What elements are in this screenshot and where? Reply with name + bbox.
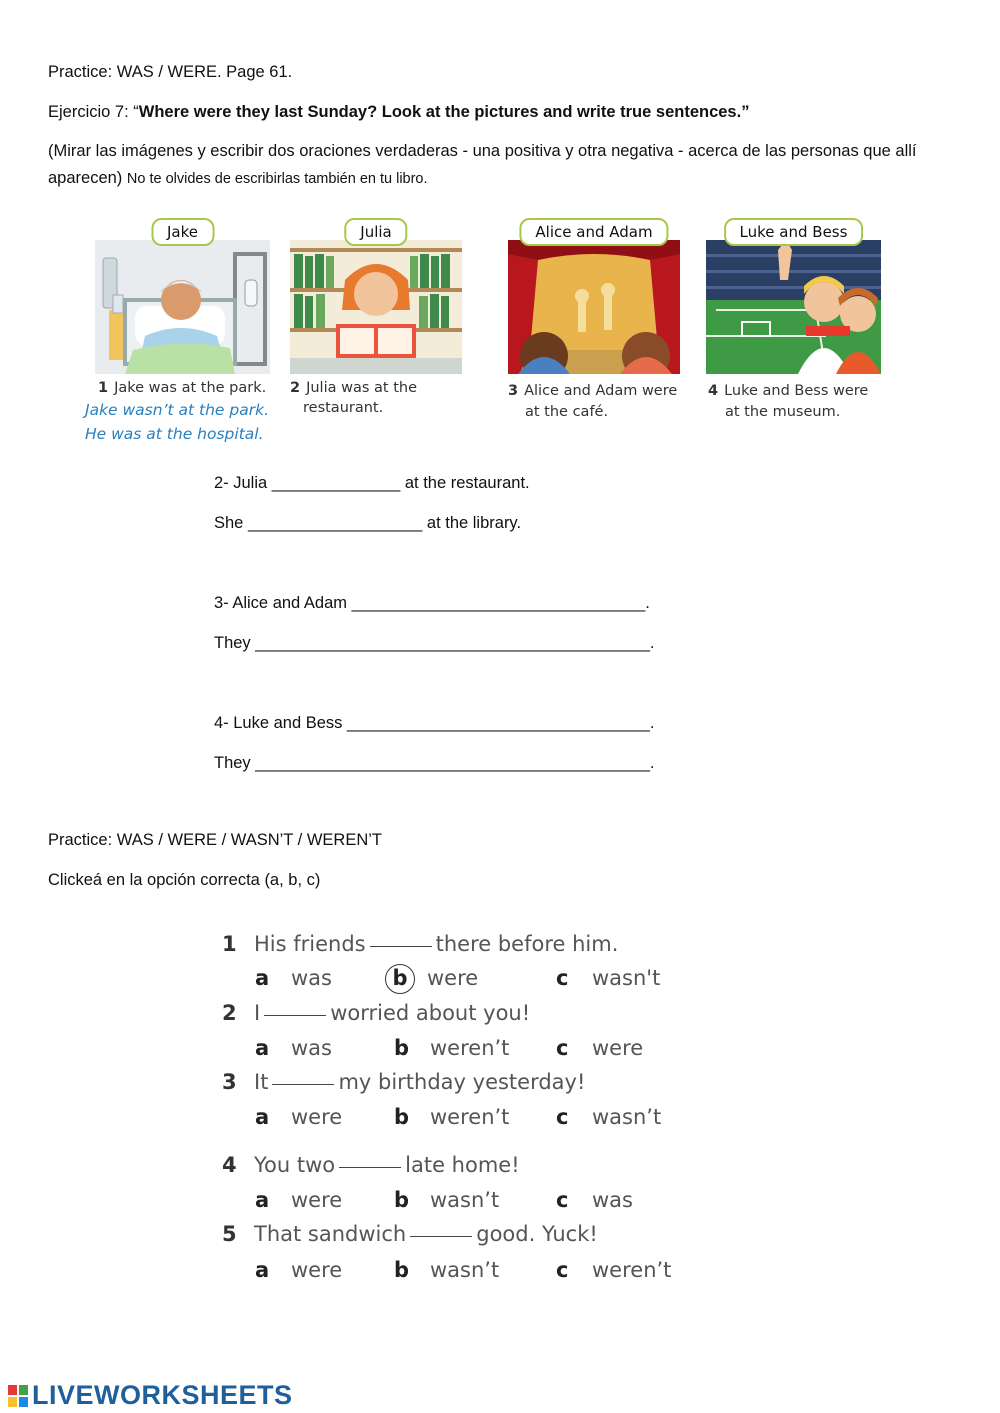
instructions: [48, 138, 958, 193]
answer-blank[interactable]: _________________________________.: [347, 714, 655, 732]
option-1c[interactable]: c wasn't: [556, 966, 661, 990]
caption-number: 1: [98, 380, 109, 396]
option-1b-selected[interactable]: b were: [393, 963, 478, 994]
question-1: 1 His friends there before him.: [222, 932, 619, 956]
writing-line[interactable]: She ___________________ at the library.: [214, 514, 522, 532]
caption-number: 2: [290, 380, 301, 396]
caption-text: Luke and Bess were: [724, 383, 869, 399]
question-gap: [264, 1015, 326, 1016]
option-3b[interactable]: b weren’t: [394, 1105, 510, 1129]
question-5: 5 That sandwich good. Yuck!: [222, 1222, 598, 1246]
answer-blank[interactable]: ______________: [271, 474, 401, 492]
writing-line[interactable]: They ___________________________________________.: [214, 634, 655, 652]
answer-blank[interactable]: ___________________________________________.: [255, 754, 655, 772]
question-gap: [272, 1084, 334, 1085]
exercise-question: Where were they last Sunday? Look at the pictures and write true sentences.”: [138, 103, 750, 121]
answer-blank[interactable]: ___________________: [247, 514, 423, 532]
picture-jake: [95, 218, 270, 374]
option-2c[interactable]: c were: [556, 1036, 644, 1060]
question-gap: [339, 1167, 401, 1168]
caption-4-line2: at the museum.: [725, 404, 841, 420]
stadium-scene: [706, 240, 881, 374]
question-3: 3 It my birthday yesterday!: [222, 1070, 586, 1094]
library-scene: [290, 240, 462, 374]
logo-icon: [8, 1385, 28, 1407]
picture-label: Luke and Bess: [724, 218, 864, 246]
exercise-title: [48, 102, 749, 122]
option-4c[interactable]: c was: [556, 1188, 633, 1212]
question-gap: [410, 1236, 472, 1237]
option-3c[interactable]: c wasn’t: [556, 1105, 662, 1129]
logo-text: LIVEWORKSHEETS: [32, 1380, 293, 1410]
practice2-title: Practice: WAS / WERE / WASN’T / WEREN’T: [48, 831, 382, 849]
caption-2-line2: restaurant.: [303, 400, 384, 416]
option-4a[interactable]: a were: [255, 1188, 343, 1212]
caption-4: [708, 381, 868, 402]
writing-line[interactable]: They ___________________________________________.: [214, 754, 655, 772]
writing-line[interactable]: 4- Luke and Bess _________________________________.: [214, 714, 655, 732]
practice2-instruction: Clickeá en la opción correcta (a, b, c): [48, 871, 321, 889]
caption-text: Jake was at the park.: [114, 380, 267, 396]
option-2a[interactable]: a was: [255, 1036, 332, 1060]
option-5b[interactable]: b wasn’t: [394, 1258, 500, 1282]
caption-text: Alice and Adam were: [524, 383, 678, 399]
picture-label: Julia: [344, 218, 407, 246]
theatre-scene: [508, 240, 680, 374]
question-2: 2 I worried about you!: [222, 1001, 531, 1025]
caption-3: [508, 381, 677, 402]
hospital-scene: [95, 240, 270, 374]
question-gap: [370, 946, 432, 947]
writing-line[interactable]: 2- Julia ______________ at the restaurant.: [214, 474, 530, 492]
exercise-prefix: Ejercicio 7: “: [48, 103, 139, 121]
caption-2: [290, 378, 417, 399]
example-answer-1: Jake wasn’t at the park.: [85, 401, 269, 419]
question-4: 4 You two late home!: [222, 1153, 520, 1177]
writing-line[interactable]: 3- Alice and Adam ________________________________.: [214, 594, 650, 612]
liveworksheets-logo: [8, 1380, 293, 1411]
selected-circle: b: [385, 964, 415, 994]
option-4b[interactable]: b wasn’t: [394, 1188, 500, 1212]
caption-1: [98, 378, 266, 399]
option-2b[interactable]: b weren’t: [394, 1036, 510, 1060]
instructions-small: No te olvides de escribirlas también en tu libro.: [126, 171, 428, 187]
option-3a[interactable]: a were: [255, 1105, 343, 1129]
answer-blank[interactable]: ________________________________.: [351, 594, 650, 612]
practice-title: Practice: WAS / WERE. Page 61.: [48, 63, 293, 81]
option-5a[interactable]: a were: [255, 1258, 343, 1282]
picture-julia: [290, 218, 462, 374]
picture-alice-adam: [508, 218, 680, 374]
caption-number: 3: [508, 383, 519, 399]
picture-luke-bess: [706, 218, 881, 374]
option-5c[interactable]: c weren’t: [556, 1258, 672, 1282]
caption-3-line2: at the café.: [525, 404, 609, 420]
option-1a[interactable]: a was: [255, 966, 332, 990]
picture-label: Alice and Adam: [519, 218, 668, 246]
caption-number: 4: [708, 383, 719, 399]
caption-text: Julia was at the: [306, 380, 417, 396]
picture-label: Jake: [151, 218, 214, 246]
answer-blank[interactable]: ___________________________________________.: [255, 634, 655, 652]
instructions-main: (Mirar las imágenes y escribir dos oraciones verdaderas - una positiva y otra negativa - acerca de las personas que allí aparecen): [48, 142, 917, 187]
example-answer-2: He was at the hospital.: [85, 425, 264, 443]
